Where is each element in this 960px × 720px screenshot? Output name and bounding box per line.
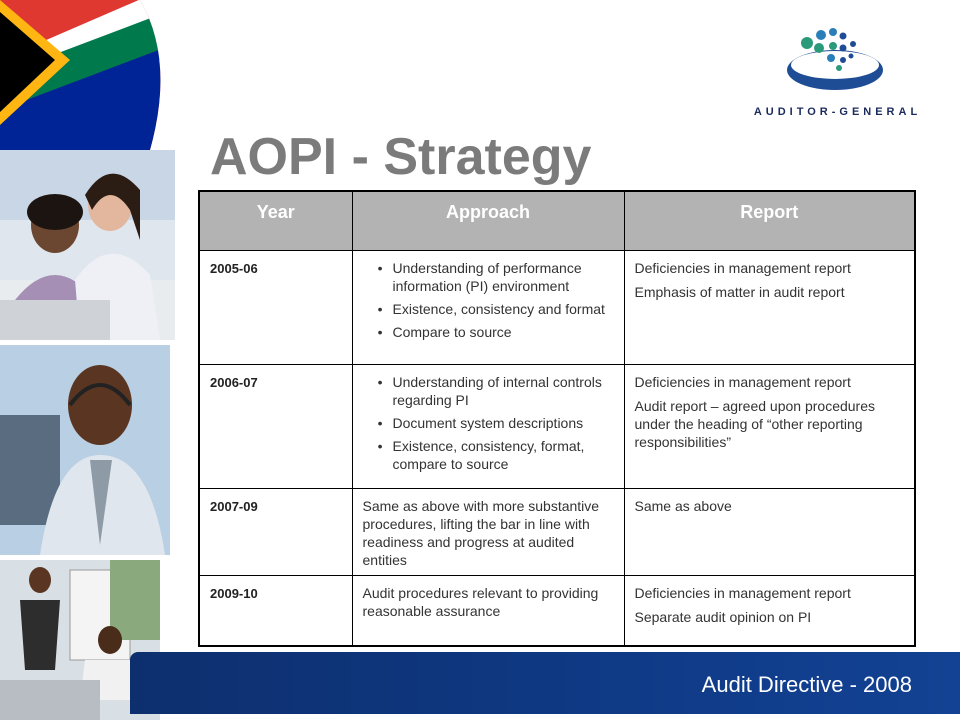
header-report: Report xyxy=(624,191,915,251)
report-cell xyxy=(624,576,915,646)
approach-item: • Compare to source xyxy=(383,323,614,341)
header-approach: Approach xyxy=(352,191,624,251)
report-item: Deficiencies in management report xyxy=(634,374,851,390)
photo-two-women xyxy=(0,150,175,340)
strategy-table-container xyxy=(198,190,914,647)
report-item: Emphasis of matter in audit report xyxy=(634,284,845,300)
approach-cell: Audit procedures relevant to providing reasonable assurance xyxy=(352,576,624,646)
approach-item: • Understanding of performance information (PI) environment xyxy=(383,259,614,295)
table-row xyxy=(199,489,915,576)
report-item: Deficiencies in management report xyxy=(634,260,851,276)
table-header-row xyxy=(199,191,915,251)
logo-emblem-icon xyxy=(735,18,940,103)
approach-item: • Understanding of internal controls regarding PI xyxy=(383,373,614,409)
photo-man-headset xyxy=(0,345,170,555)
year-cell: 2007-09 xyxy=(199,489,352,576)
table-row xyxy=(199,365,915,489)
footer-banner xyxy=(130,652,960,714)
page-title: AOPI - Strategy xyxy=(210,128,592,186)
report-cell xyxy=(624,489,915,576)
logo-text: AUDITOR-GENERAL xyxy=(753,106,922,118)
year-cell: 2006-07 xyxy=(199,365,352,489)
approach-cell xyxy=(352,251,624,365)
report-cell xyxy=(624,251,915,365)
approach-item: • Document system descriptions xyxy=(383,414,614,432)
report-cell xyxy=(624,365,915,489)
approach-item: • Existence, consistency and format xyxy=(383,300,614,318)
south-africa-flag-image xyxy=(0,0,185,150)
table-row xyxy=(199,576,915,646)
strategy-table xyxy=(198,190,916,647)
footer-text: Audit Directive - 2008 xyxy=(701,672,912,697)
report-item: Audit report – agreed upon procedures under the heading of “other reporting responsibilities” xyxy=(634,398,875,450)
left-image-strip xyxy=(0,0,185,720)
approach-cell xyxy=(352,365,624,489)
report-item: Deficiencies in management report xyxy=(634,585,851,601)
year-cell: 2009-10 xyxy=(199,576,352,646)
year-cell: 2005-06 xyxy=(199,251,352,365)
auditor-general-logo xyxy=(735,18,940,123)
approach-cell: Same as above with more substantive procedures, lifting the bar in line with readiness and progress at audited entities xyxy=(352,489,624,576)
report-item: Separate audit opinion on PI xyxy=(634,609,812,625)
table-row xyxy=(199,251,915,365)
report-item: Same as above xyxy=(634,498,732,514)
approach-item: • Existence, consistency, format, compare to source xyxy=(383,437,614,473)
header-year: Year xyxy=(199,191,352,251)
